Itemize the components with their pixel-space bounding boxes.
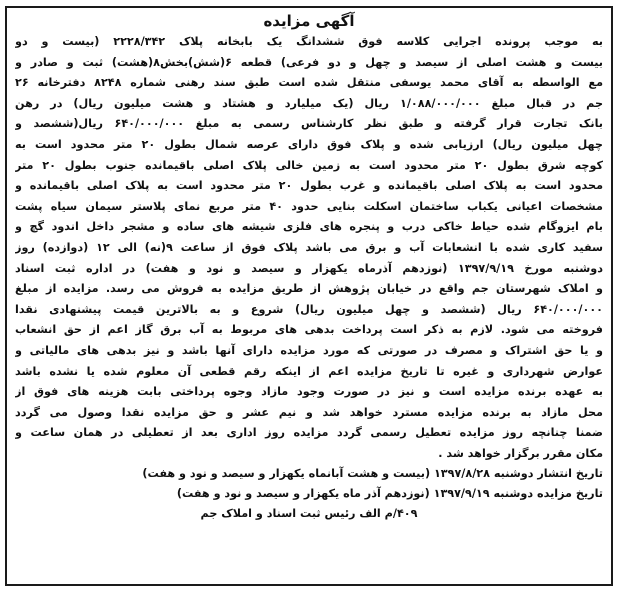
body-line: و یا حق اشتراک و مصرف در صورتی که مورد مزایده دارای آنها باشد و نیز بدهی های مالیاتی و (15, 343, 603, 357)
body-line: ضمنا چنانچه روز مزایده تعطیل رسمی گردد مزایده روز اداری بعد از تعطیلی در همان ساعت و (15, 426, 603, 440)
body-line: بام ایزوگام شده حیاط خاکی درب و پنجره های فلزی شیشه های ساده و مشجر داخل اندود گچ و (15, 220, 603, 234)
body-line: عوارض شهرداری و غیره تا تاریخ مزایده اعم از اینکه رقم قطعی آن معلوم شده یا نشده باشد (15, 364, 603, 378)
signature-line: ۴۰۹/م الف رئیس ثبت اسناد و املاک جم (200, 507, 418, 521)
notice-title: آگهی مزایده (263, 12, 355, 30)
body-line: به عهده برنده مزایده است و نیز در صورت وجود مازاد وجوه پرداختی بابت هزینه های فوق از (15, 385, 603, 399)
body-line: دوشنبه مورخ ۱۳۹۷/۹/۱۹ (نوزدهم آذرماه یکهزار و سیصد و نود و هفت) در اداره ثبت اسناد (15, 261, 603, 275)
body-line: به موجب پرونده اجرایی کلاسه فوق ششدانگ یک بابخانه پلاک ۲۲۲۸/۳۴۲ (بیست و دو (15, 35, 603, 48)
body-line: محدود است به پلاک اصلی باقیمانده و غرب بطول ۲۰ متر محدود است به پلاک اصلی باقیمانده و (15, 179, 603, 193)
body-line: محل مازاد به برنده مزایده مسترد خواهد شد و نیم عشر و حق مزایده نقدا وصول می گردد (15, 405, 603, 419)
body-line: فروخته می شود. لازم به ذکر است پرداخت بدهی های مربوط به آب برق گاز اعم از حق انشعاب (15, 323, 603, 337)
body-line: بانک تجارت قرار گرفته و طبق نظر کارشناس رسمی به مبلغ ۶۴۰/۰۰۰/۰۰۰ ریال(ششصد و (15, 117, 603, 131)
notice-body (15, 32, 603, 464)
body-line: بیست و هشت اصلی از سیصد و چهل و دو فرعی) قطعه ۶(شش)بخش۸(هشت) ثبت و صادر و (15, 55, 603, 69)
body-line: چهل میلیون ریال) ارزیابی شده و پلاک فوق دارای عرصه شمال بطول ۲۰ متر محدود است به (15, 137, 603, 151)
body-line: جم در قبال مبلغ ۱/۰۸۸/۰۰۰/۰۰۰ ریال (یک میلیارد و هشتاد و هشت میلیون ریال) در رهن (15, 96, 603, 110)
auction-notice (5, 6, 613, 586)
body-line: مکان مقرر برگزار خواهد شد . (438, 446, 603, 460)
body-line: ۶۴۰/۰۰۰/۰۰۰ ریال (ششصد و چهل میلیون ریال) شروع و به بالاترین قیمت پیشنهادی نقدا (15, 302, 603, 316)
body-line: مشخصات اعیانی یکباب ساختمان اسکلت بنایی حدود ۴۰ متر مربع نمای پلاستر سیمان سیاه پشت (15, 199, 603, 213)
body-line: کوچه شرق بطول ۲۰ متر محدود است به زمین خالی پلاک اصلی باقیمانده جنوب بطول ۲۰ متر (15, 158, 603, 172)
body-line: سفید کاری شده با انشعابات آب و برق می باشد پلاک فوق از ساعت ۹(نه) الی ۱۲ (دوازده) روز (15, 240, 603, 254)
publish-date-line: تاریخ انتشار دوشنبه ۱۳۹۷/۸/۲۸ (بیست و هشت آبانماه یکهزار و سیصد و نود و هفت) (142, 467, 603, 481)
body-line: و املاک شهرستان جم واقع در خیابان پژوهش از طریق مزایده به فروش می رسد. مزایده از مبلغ (15, 282, 603, 296)
auction-date-line: تاریخ مزایده دوشنبه ۱۳۹۷/۹/۱۹ (نوزدهم آذر ماه یکهزار و سیصد و نود و هفت) (176, 487, 603, 501)
body-line: مع الواسطه به آقای محمد یوسفی منتقل شده است طبق سند رهنی شماره ۸۲۴۸ دفترخانه ۲۶ (15, 76, 603, 90)
